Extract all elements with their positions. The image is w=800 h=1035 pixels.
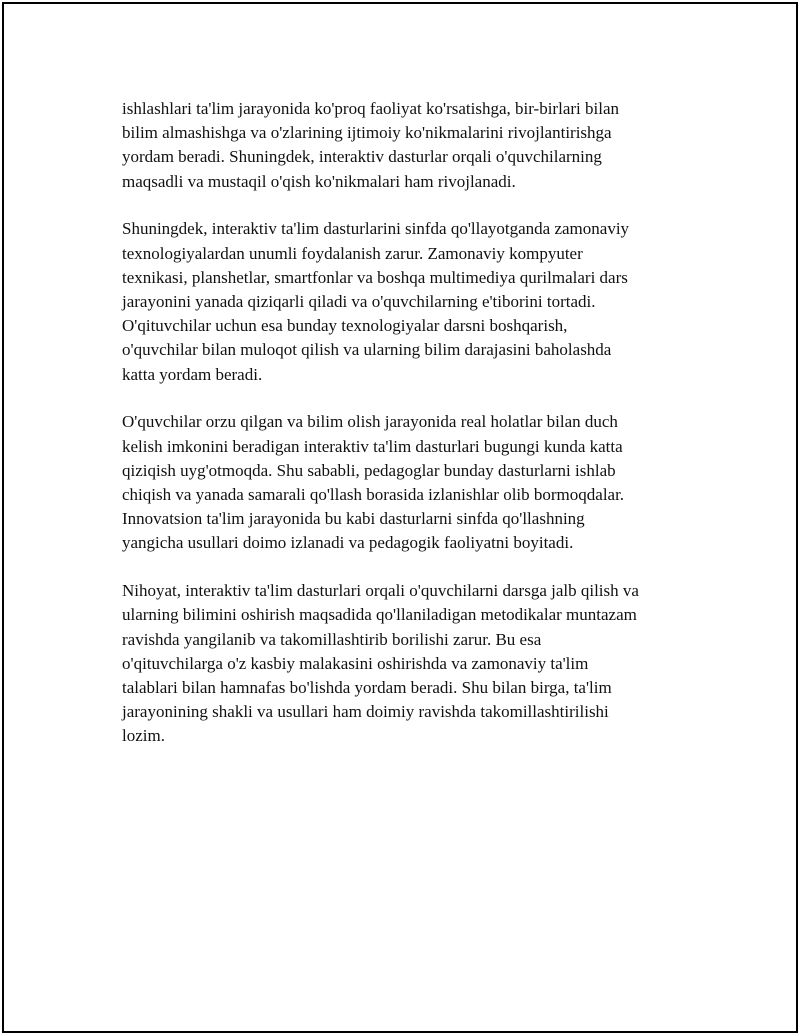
paragraph-line: Innovatsion ta'lim jarayonida bu kabi dasturlarni sinfda qo'llashning — [122, 509, 585, 529]
paragraph-1 — [122, 97, 722, 194]
paragraph-3 — [122, 410, 722, 555]
paragraph-4 — [122, 579, 722, 748]
paragraph-line: maqsadli va mustaqil o'qish ko'nikmalari ham rivojlanadi. — [122, 171, 516, 191]
paragraph-line: o'quvchilar bilan muloqot qilish va ularning bilim darajasini baholashda — [122, 340, 612, 360]
paragraph-line: qiziqish uyg'otmoqda. Shu sababli, pedagoglar bunday dasturlarni ishlab — [122, 460, 616, 480]
paragraph-line: katta yordam beradi. — [122, 364, 263, 384]
paragraph-line: yangicha usullari doimo izlanadi va pedagogik faoliyatni boyitadi. — [122, 533, 574, 553]
paragraph-line: ishlashlari ta'lim jarayonida ko'proq faoliyat ko'rsatishga, bir-birlari bilan — [122, 99, 619, 118]
paragraph-line: yordam beradi. Shuningdek, interaktiv dasturlar orqali o'quvchilarning — [122, 147, 602, 167]
paragraph-line: Nihoyat, interaktiv ta'lim dasturlari orqali o'quvchilarni darsga jalb qilish va — [122, 581, 639, 601]
paragraph-line: O'quvchilar orzu qilgan va bilim olish jarayonida real holatlar bilan duch — [122, 412, 618, 432]
document-body — [122, 97, 722, 772]
paragraph-line: o'qituvchilarga o'z kasbiy malakasini oshirishda va zamonaviy ta'lim — [122, 653, 589, 673]
paragraph-line: texnologiyalardan unumli foydalanish zarur. Zamonaviy kompyuter — [122, 243, 583, 263]
paragraph-line: jarayonining shakli va usullari ham doimiy ravishda takomillashtirilishi — [122, 702, 609, 722]
paragraph-line: talablari bilan hamnafas bo'lishda yordam beradi. Shu bilan birga, ta'lim — [122, 678, 612, 698]
paragraph-line: Shuningdek, interaktiv ta'lim dasturlarini sinfda qo'llayotganda zamonaviy — [122, 219, 630, 239]
paragraph-2 — [122, 217, 722, 386]
paragraph-line: texnikasi, planshetlar, smartfonlar va boshqa multimediya qurilmalari dars — [122, 267, 628, 287]
paragraph-line: ravishda yangilanib va takomillashtirib borilishi zarur. Bu esa — [122, 629, 542, 649]
paragraph-line: chiqish va yanada samarali qo'llash borasida izlanishlar olib bormoqdalar. — [122, 485, 625, 505]
paragraph-line: lozim. — [122, 726, 165, 746]
paragraph-line: ularning bilimini oshirish maqsadida qo'llaniladigan metodikalar muntazam — [122, 605, 637, 625]
paragraph-line: jarayonini yanada qiziqarli qiladi va o'quvchilarning e'tiborini tortadi. — [122, 292, 596, 312]
paragraph-line: O'qituvchilar uchun esa bunday texnologiyalar darsni boshqarish, — [122, 316, 568, 336]
document-page — [2, 2, 798, 1033]
paragraph-line: bilim almashishga va o'zlarining ijtimoiy ko'nikmalarini rivojlantirishga — [122, 123, 612, 143]
paragraph-line: kelish imkonini beradigan interaktiv ta'lim dasturlari bugungi kunda katta — [122, 436, 623, 456]
